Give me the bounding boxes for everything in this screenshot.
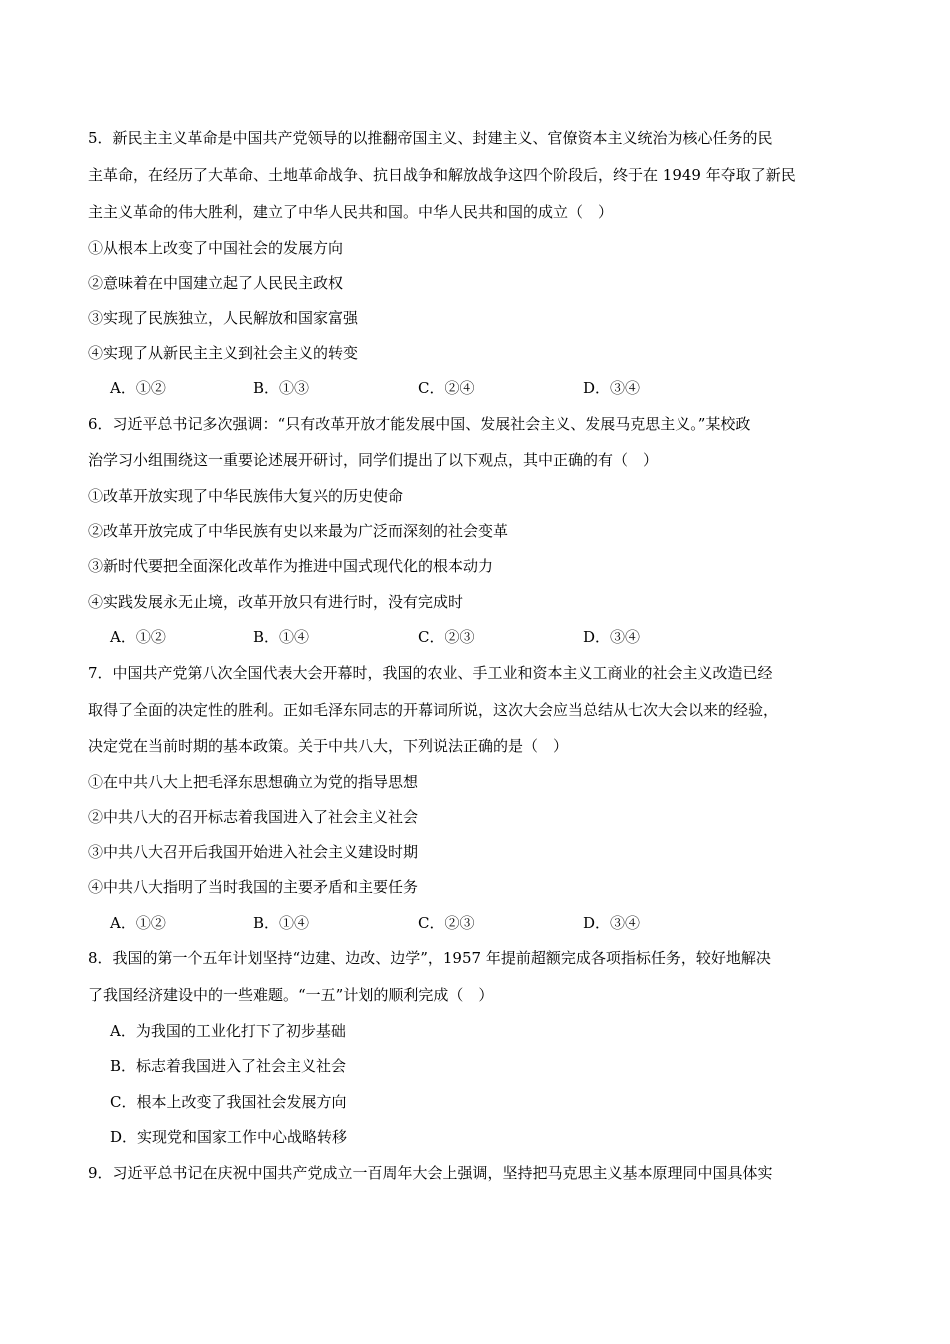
question-stem-line: 9．习近平总书记在庆祝中国共产党成立一百周年大会上强调，坚持把马克思主义基本原理同中国具体实	[88, 1164, 773, 1182]
question-stem-line: 主革命，在经历了大革命、土地革命战争、抗日战争和解放战争这四个阶段后，终于在 1949 年夺取了新民	[88, 166, 796, 184]
option-c[interactable]: C．根本上改变了我国社会发展方向	[110, 1093, 347, 1111]
option-a[interactable]: A．①②	[110, 379, 166, 397]
option-c[interactable]: C．②③	[418, 628, 475, 646]
option-c[interactable]: C．②④	[418, 379, 475, 397]
statement-1: ①在中共八大上把毛泽东思想确立为党的指导思想	[88, 773, 419, 791]
option-a[interactable]: A．为我国的工业化打下了初步基础	[110, 1022, 346, 1040]
statement-3: ③中共八大召开后我国开始进入社会主义建设时期	[88, 843, 419, 861]
option-c[interactable]: C．②③	[418, 914, 475, 932]
option-b[interactable]: B．①③	[253, 379, 310, 397]
option-d[interactable]: D．③④	[583, 628, 641, 646]
question-stem-line: 8．我国的第一个五年计划坚持“边建、边改、边学”，1957 年提前超额完成各项指标任务，较好地解决	[88, 949, 771, 967]
statement-3: ③新时代要把全面深化改革作为推进中国式现代化的根本动力	[88, 557, 494, 575]
option-d[interactable]: D．③④	[583, 379, 641, 397]
option-b[interactable]: B．标志着我国进入了社会主义社会	[110, 1057, 347, 1075]
option-b[interactable]: B．①④	[253, 914, 310, 932]
statement-3: ③实现了民族独立，人民解放和国家富强	[88, 309, 359, 327]
question-stem-line: 主主义革命的伟大胜利，建立了中华人民共和国。中华人民共和国的成立（ ）	[88, 203, 614, 221]
statement-2: ②改革开放完成了中华民族有史以来最为广泛而深刻的社会变革	[88, 522, 509, 540]
option-d[interactable]: D．③④	[583, 914, 641, 932]
question-stem-line: 治学习小组围绕这一重要论述展开研讨，同学们提出了以下观点，其中正确的有（ ）	[88, 451, 659, 469]
statement-4: ④实践发展永无止境，改革开放只有进行时，没有完成时	[88, 593, 464, 611]
question-stem-line: 7．中国共产党第八次全国代表大会开幕时，我国的农业、手工业和资本主义工商业的社会主义改造已经	[88, 664, 773, 682]
question-stem-line: 取得了全面的决定性的胜利。正如毛泽东同志的开幕词所说，这次大会应当总结从七次大会以来的经验，	[88, 701, 779, 719]
statement-2: ②意味着在中国建立起了人民民主政权	[88, 274, 344, 292]
statement-4: ④实现了从新民主主义到社会主义的转变	[88, 344, 359, 362]
option-b[interactable]: B．①④	[253, 628, 310, 646]
statement-1: ①从根本上改变了中国社会的发展方向	[88, 239, 344, 257]
statement-4: ④中共八大指明了当时我国的主要矛盾和主要任务	[88, 878, 419, 896]
question-stem-line: 6．习近平总书记多次强调：“只有改革开放才能发展中国、发展社会主义、发展马克思主义。”某校政	[88, 415, 751, 433]
question-stem-line: 5．新民主主义革命是中国共产党领导的以推翻帝国主义、封建主义、官僚资本主义统治为核心任务的民	[88, 129, 773, 147]
option-a[interactable]: A．①②	[110, 628, 166, 646]
statement-1: ①改革开放实现了中华民族伟大复兴的历史使命	[88, 487, 404, 505]
question-stem-line: 决定党在当前时期的基本政策。关于中共八大，下列说法正确的是（ ）	[88, 737, 569, 755]
option-a[interactable]: A．①②	[110, 914, 166, 932]
question-stem-line: 了我国经济建设中的一些难题。“一五”计划的顺利完成（ ）	[88, 986, 494, 1004]
option-d[interactable]: D．实现党和国家工作中心战略转移	[110, 1128, 348, 1146]
statement-2: ②中共八大的召开标志着我国进入了社会主义社会	[88, 808, 419, 826]
